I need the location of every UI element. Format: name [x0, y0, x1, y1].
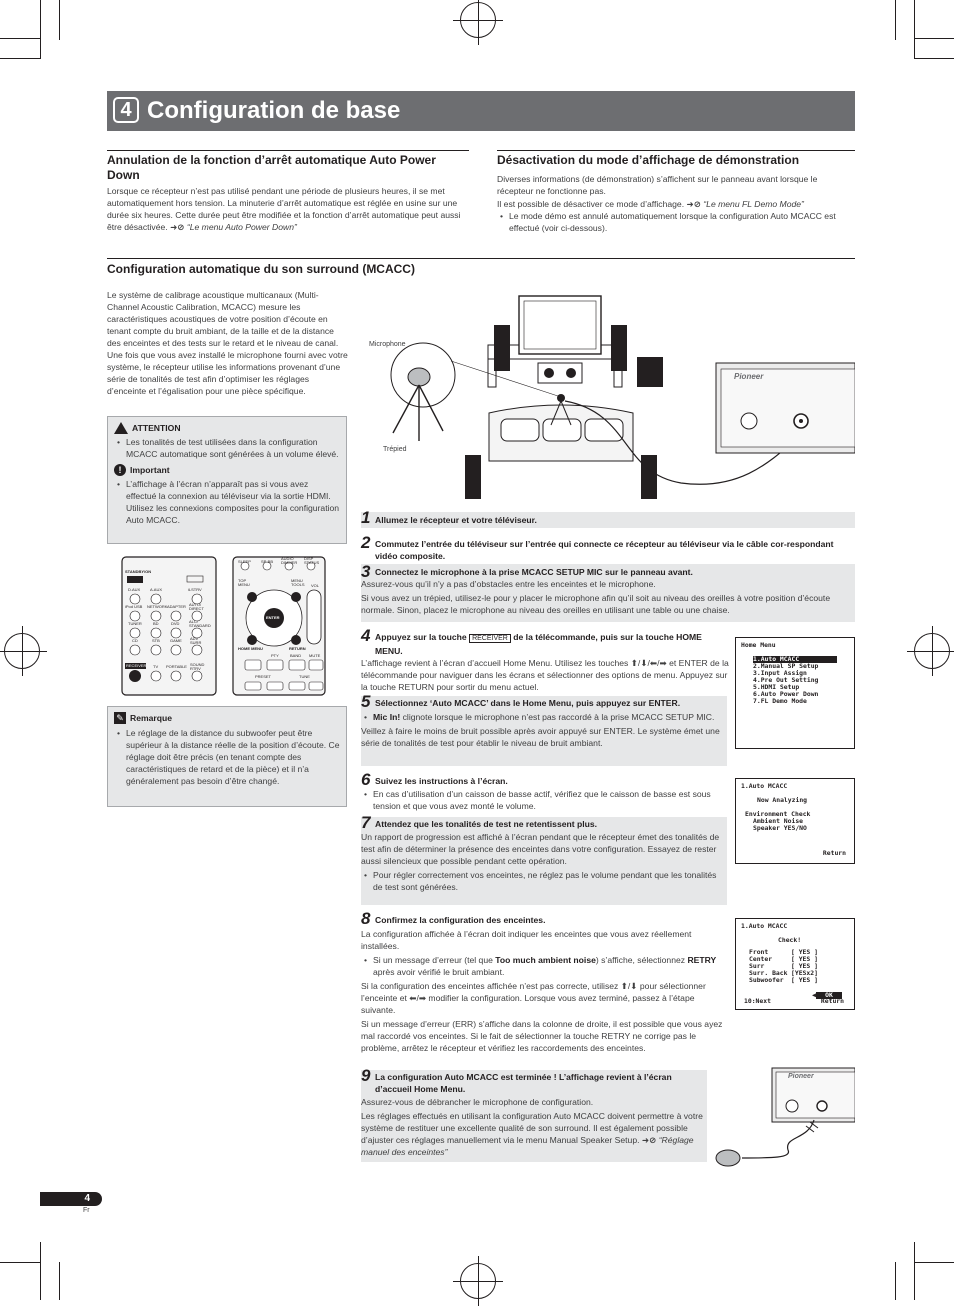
remote-label: SLEEP	[238, 559, 251, 564]
remote-label: NETWORK	[147, 604, 168, 609]
arrow-right-icon: ➜⊘	[170, 222, 185, 232]
remote-drawing	[121, 556, 327, 696]
step-7	[361, 813, 727, 905]
osd-menu-item: 6.Auto Power Down	[753, 690, 819, 698]
remote-label: iLSTRV	[188, 587, 202, 592]
remote-label: A.AUX	[150, 587, 163, 592]
osd-title: Home Menu	[741, 641, 776, 649]
section-text: Lorsque ce récepteur n’est pas utilisé pendant une période de plusieurs heures, il se met automatiquement hors tension. La minuterie d’arrêt automatique est réglée en usine sur une durée six heures. Cette durée peut être modifiée et la fonction d’arrêt automatique peut aussi être désactivée.	[107, 186, 461, 232]
crop-mark	[914, 1262, 954, 1263]
step-text: Assurez-vous de débrancher le microphone de configuration.	[361, 1097, 594, 1107]
brand-logo: Pioneer	[788, 1073, 814, 1080]
remote-label: RETURN	[289, 646, 306, 651]
step-text: Assurez-vous qu’il n’y a pas d’obstacles entre les enceintes et le microphone.	[361, 579, 656, 589]
room-drawing	[361, 293, 855, 503]
chapter-title: Configuration de base	[147, 97, 401, 124]
osd-row: Center [ YES ]	[749, 955, 818, 963]
section-demo-mode	[497, 150, 855, 234]
registration-mark	[914, 633, 950, 669]
remote-label: BD	[153, 621, 159, 626]
crop-mark	[40, 1242, 41, 1300]
step-text: Si la configuration des enceintes affichée n’est pas correcte, utilisez ⬆/⬇ pour sélectionner l’enceinte et ⬅/➡ modifier la configuration. Lorsque vous avez terminé, passez à l’étape suivante.	[361, 981, 706, 1015]
attention-box	[107, 416, 347, 544]
language-code: Fr	[83, 1207, 90, 1214]
remote-label: PRESET	[255, 674, 272, 679]
step-8	[361, 909, 729, 1067]
cross-reference: “Le menu Auto Power Down”	[186, 222, 297, 232]
osd-ok-button: OK	[816, 992, 842, 999]
crop-mark	[0, 1262, 40, 1263]
step-5	[361, 692, 727, 766]
cross-reference: “Réglage manuel des enceintes”	[361, 1135, 694, 1157]
section-heading: Désactivation du mode d’affichage de démonstration	[497, 153, 800, 167]
osd-menu-item-selected: 1.Auto MCACC	[753, 656, 837, 663]
osd-speaker-check	[735, 918, 855, 1010]
step-6	[361, 770, 731, 812]
crop-mark	[895, 1262, 896, 1300]
crop-mark	[0, 38, 40, 39]
remote-illustration	[121, 556, 327, 696]
mcacc-intro: Le système de calibrage acoustique multicanaux (Multi-Channel Acoustic Calibration, MCACC) mesure les caractéristiques acoustiques de votre position d’écoute en tenant compte du bruit ambiant, de la taille et de la distance des enceintes et des tests sur le retard et le niveau de canal. Une fois que vous avez installé le microphone fourni avec votre système, le récepteur utilise les informations provenant d’une série de tonalités de test afin d’optimiser les réglages d’enceinte et l’égalisation pour une pièce spécifique.	[107, 290, 348, 396]
remote-label: iPod USB	[125, 604, 143, 609]
remote-enter-label: ENTER	[266, 615, 280, 620]
tripod-label: Trépied	[383, 446, 407, 453]
osd-next: 10:Next	[744, 997, 771, 1005]
crop-mark	[40, 0, 41, 59]
remote-label: CD	[132, 638, 138, 643]
osd-left-arrow-icon: ◀	[812, 991, 816, 999]
crop-mark	[59, 1262, 60, 1300]
osd-title: 1.Auto MCACC	[741, 782, 788, 790]
attention-heading: ATTENTION	[114, 422, 340, 434]
osd-menu-item: 5.HDMI Setup	[753, 683, 800, 691]
step-number: 1	[361, 508, 371, 527]
chapter-banner	[107, 91, 855, 131]
page-number-tab	[40, 1192, 102, 1206]
step-title: Attendez que les tonalités de test ne retentissent plus.	[375, 819, 598, 829]
step-text: Un rapport de progression est affiché à l’écran pendant que le récepteur émet des tonalités de test afin de déterminer la présence des enceintes dans votre configuration. Essayez de rester aussi silencieux que possible pendant cette opération.	[361, 832, 720, 866]
section-text: Diverses informations (de démonstration) s’affichent sur le panneau avant lorsque le récepteur ne fonctionne pas.	[497, 174, 818, 196]
osd-menu-item: 3.Input Assign	[753, 669, 807, 677]
step-title: Commutez l’entrée du téléviseur sur l’entrée qui connecte ce récepteur au téléviseur via le câble cor-respondant vidéo composite.	[375, 539, 834, 561]
osd-line: Environment Check	[745, 810, 811, 818]
step-number: 7	[361, 813, 371, 832]
remote-label: MUTE	[309, 653, 321, 658]
page-number: 4	[84, 1193, 90, 1204]
remote-label: D.AUX	[128, 587, 141, 592]
bullet-item: • Le mode démo est annulé automatiquement lorsque la configuration Auto MCACC est effectué (voir ci-dessous).	[497, 210, 855, 234]
remote-label: PORTABLE	[166, 664, 187, 669]
note-heading: ✎ Remarque	[114, 712, 340, 724]
remote-label: AUDIO DIMMER	[281, 556, 298, 565]
note-box	[107, 706, 347, 807]
step-title: Appuyez sur la touche RECEIVER de la télécommande, puis sur la touche HOME MENU.	[375, 632, 702, 656]
note-icon: ✎	[114, 712, 126, 724]
registration-mark	[460, 2, 496, 38]
remote-label: ALC/ STANDARD	[189, 619, 211, 628]
step-text: Les réglages effectués en utilisant la configuration Auto MCACC doivent permettre à votre système de restituer une excellente qualité de son surround. Il est également possible d’ajuster ces réglages manuellement via le menu Manual Speaker Setup.	[361, 1111, 703, 1145]
osd-status: Now Analyzing	[757, 796, 808, 804]
crop-mark	[895, 0, 896, 40]
step-title: Connectez le microphone à la prise MCACC SETUP MIC sur le panneau avant.	[375, 567, 693, 577]
osd-title: 1.Auto MCACC	[741, 922, 788, 930]
remote-label: HOME MENU	[238, 646, 263, 651]
remote-label: AUTO/ DIRECT	[189, 602, 204, 611]
step-number: 6	[361, 770, 371, 789]
osd-home-menu	[735, 637, 855, 749]
setup-illustration	[361, 293, 855, 503]
osd-menu-item: 7.FL Demo Mode	[753, 697, 807, 705]
step-text: Si un message d’erreur (ERR) s’affiche dans la colonne de droite, il est possible que vous ayez mal raccordé vos enceintes. Si le fait de sélectionner la touche RETRY ne corrige pas le problème, arrêtez le récepteur et vérifiez les raccordements des enceintes.	[361, 1019, 723, 1053]
section-rule	[107, 258, 855, 259]
osd-row: Surr. Back [YESx2]	[749, 969, 818, 977]
remote-label: GAME	[170, 638, 182, 643]
bullet-item: • Pour régler correctement vos enceintes, ne réglez pas le volume pendant que les tonalités de test sont générées.	[361, 869, 725, 893]
osd-analyzing	[735, 778, 855, 864]
warning-icon	[114, 422, 128, 434]
arrow-right-icon: ➜⊘	[641, 1135, 657, 1145]
section-rule	[107, 150, 469, 151]
remote-label: RECEIVER	[126, 663, 147, 668]
unplug-illustration	[712, 1066, 855, 1172]
bullet-item: • Mic In! clignote lorsque le microphone n’est pas raccordé à la prise MCACC SETUP MIC.	[361, 711, 725, 723]
step-text: Veillez à faire le moins de bruit possible après avoir appuyé sur ENTER. Le système émet une série de tonalités de test pour établir le niveau de bruit ambiant.	[361, 726, 720, 748]
remote-label: TOP MENU	[238, 578, 250, 587]
important-icon: !	[114, 464, 126, 476]
note-text: • Le réglage de la distance du subwoofer peut être supérieur à la distance réelle de la position d’écoute. Ce réglage doit être précis (en tenant compte des caractéristiques de retard et de la pièce) et il n’a généralement pas besoin d’être changé.	[114, 727, 340, 787]
crop-mark	[914, 38, 954, 39]
crop-mark	[59, 0, 60, 40]
step-title: Sélectionnez ‘Auto MCACC’ dans le Home Menu, puis appuyez sur ENTER.	[375, 698, 681, 708]
step-text: L’affichage revient à l’écran d’accueil Home Menu. Utilisez les touches ⬆/⬇/⬅/➡ et ENTER de la télécommande pour naviguer dans les écrans et sélectionner des options de menu. Appuyez sur la touche RETURN pour sortir du menu actuel.	[361, 658, 729, 692]
chapter-number: 4	[113, 97, 139, 123]
section-heading: Annulation de la fonction d’arrêt automatique Auto Power Down	[107, 153, 436, 182]
cross-reference: “Le menu FL Demo Mode”	[703, 199, 804, 209]
bullet-item: • Si un message d’erreur (tel que Too much ambient noise) s’affiche, sélectionnez RETRY après avoir vérifié le bruit ambiant.	[361, 954, 729, 978]
remote-label: BAND	[290, 653, 302, 658]
step-2	[361, 533, 855, 563]
osd-row: Subwoofer [ YES ]	[749, 976, 818, 984]
remote-label: TUNE	[299, 674, 310, 679]
section-heading: Configuration automatique du son surround (MCACC)	[107, 262, 415, 276]
remote-label: TUNER	[128, 621, 142, 626]
step-text: La configuration affichée à l’écran doit indiquer les enceintes que vous avez réellement installées.	[361, 929, 692, 951]
arrow-right-icon: ➜⊘	[686, 199, 701, 209]
step-number: 9	[361, 1066, 371, 1085]
step-text: Si vous avez un trépied, utilisez-le pour y placer le microphone afin qu’il soit au niveau des oreilles à votre position d’écoute normale. Sinon, placez le microphone au niveau des oreilles en utilisant une table ou une chaise.	[361, 593, 831, 615]
section-text: Il est possible de désactiver ce mode d’affichage.	[497, 199, 685, 209]
receiver-key: RECEIVER	[469, 634, 511, 643]
registration-mark	[460, 1263, 496, 1299]
remote-label: DISP STATUS	[304, 556, 320, 565]
osd-return: Return	[822, 849, 846, 857]
section-rule	[497, 150, 855, 151]
important-text: • L’affichage à l’écran n’apparaît pas si vous avez effectué la connexion au téléviseur via la sortie HDMI. Utilisez les connexions composites pour la configuration Auto MCACC.	[114, 478, 340, 526]
step-1	[361, 508, 855, 528]
remote-label: PTY	[271, 653, 279, 658]
step-title: Suivez les instructions à l’écran.	[375, 776, 508, 786]
step-9	[361, 1066, 707, 1162]
unplug-drawing	[712, 1066, 855, 1172]
brand-logo: Pioneer	[734, 372, 764, 381]
osd-status: Check!	[778, 936, 802, 944]
crop-mark	[0, 58, 40, 59]
osd-menu-item: 2.Manual SP Setup	[753, 662, 819, 670]
important-heading: ! Important	[114, 464, 340, 476]
step-3	[361, 564, 855, 622]
step-number: 2	[361, 533, 371, 552]
remote-label: MENU TOOLS	[291, 578, 305, 587]
step-number: 5	[361, 692, 371, 711]
section-mcacc	[107, 258, 855, 277]
step-title: Allumez le récepteur et votre téléviseur.	[375, 515, 537, 525]
osd-row: Surr [ YES ]	[749, 962, 818, 970]
remote-label: ADV SURR	[190, 636, 202, 645]
osd-return: Return	[820, 997, 844, 1005]
remote-label: ADAPTER	[167, 604, 186, 609]
osd-menu-item: 4.Pre Out Setting	[753, 676, 819, 684]
remote-label: STB	[152, 638, 160, 643]
registration-mark	[4, 633, 40, 669]
remote-label: VOL	[311, 583, 320, 588]
osd-line: Ambient Noise	[753, 817, 804, 825]
section-auto-power-down	[107, 150, 469, 233]
step-4	[361, 626, 729, 692]
bullet-item: • En cas d’utilisation d’un caisson de basse actif, vérifiez que le caisson de basse est sous tension et que vous avez monté le volume.	[361, 788, 731, 812]
step-number: 3	[361, 562, 371, 581]
remote-label: TV	[153, 664, 159, 669]
microphone-label: Microphone	[369, 341, 406, 348]
remote-label: SP-BB	[261, 559, 274, 564]
crop-mark	[914, 0, 915, 59]
step-title: La configuration Auto MCACC est terminée ! L’affichage revient à l’écran d’accueil Home Menu.	[375, 1072, 672, 1094]
attention-text: • Les tonalités de test utilisées dans la configuration MCACC automatique sont générées à un volume élevé.	[114, 436, 340, 460]
osd-row: Front [ YES ]	[749, 948, 818, 956]
step-number: 8	[361, 909, 371, 928]
crop-mark	[914, 1242, 915, 1300]
step-number: 4	[361, 626, 371, 645]
crop-mark	[914, 58, 954, 59]
remote-label: SOUND RTRV	[190, 662, 205, 671]
remote-label: STANDBY/ON	[125, 569, 152, 574]
remote-label: DVD	[171, 621, 180, 626]
step-title: Confirmez la configuration des enceintes.	[375, 915, 546, 925]
osd-line: Speaker YES/NO	[753, 824, 807, 832]
